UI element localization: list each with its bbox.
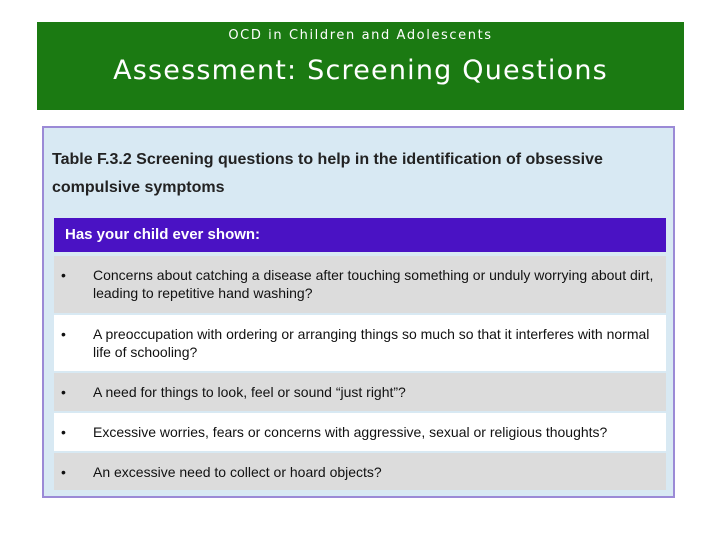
slide-header [37,22,684,110]
screening-table [42,126,675,498]
bullet-icon: • [61,267,66,283]
bullet-icon: • [61,326,66,342]
table-row-text: Excessive worries, fears or concerns with aggressive, sexual or religious thoughts? [93,424,608,440]
table-row-text: A preoccupation with ordering or arranging things so much so that it interferes with normal life of schooling? [93,326,650,360]
slide-title: Assessment: Screening Questions [113,55,608,86]
table-row-text: Concerns about catching a disease after touching something or unduly worrying about dirt, leading to repetitive hand washing? [93,267,654,301]
table-row-text: A need for things to look, feel or sound “just right”? [93,384,406,400]
bullet-icon: • [61,384,66,400]
table-row-text: An excessive need to collect or hoard objects? [93,464,382,480]
table-row [54,315,666,371]
table-row [54,373,666,411]
table-row [54,256,666,313]
bullet-icon: • [61,424,66,440]
bullet-icon: • [61,464,66,480]
table-row [54,453,666,490]
slide-subtitle: OCD in Children and Adolescents [228,28,493,43]
table-column-header: Has your child ever shown: [54,218,666,252]
table-row [54,413,666,451]
table-caption: Table F.3.2 Screening questions to help in the identification of obsessive compulsive symptoms [52,151,603,196]
